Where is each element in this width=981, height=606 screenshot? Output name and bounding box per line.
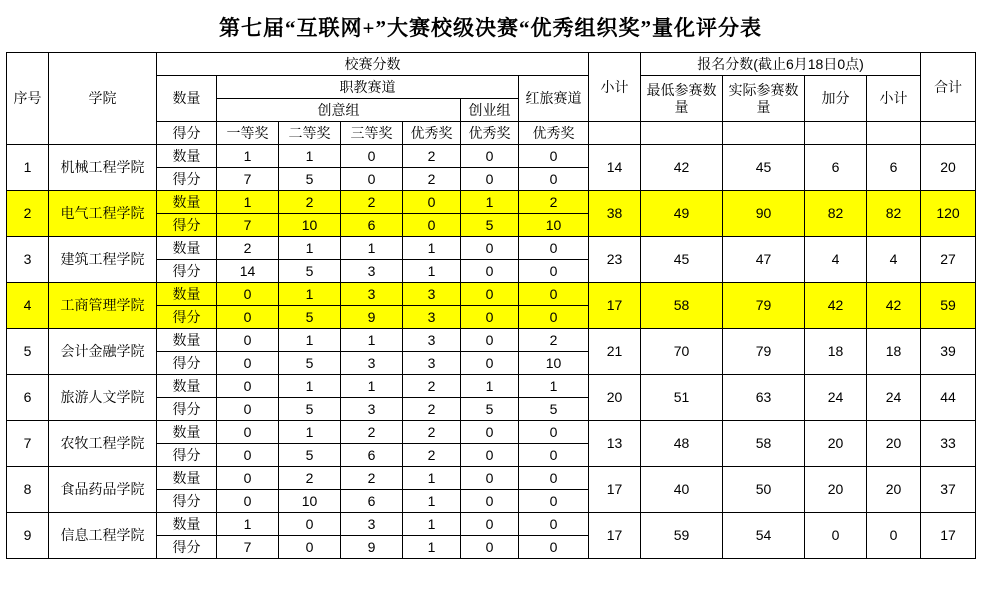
cell-actual-entry: 79 [723, 283, 805, 329]
row-score-label: 得分 [157, 168, 217, 191]
row-seq: 1 [7, 145, 49, 191]
cell-quantity: 0 [217, 467, 279, 490]
row-quantity-label: 数量 [157, 145, 217, 168]
cell-quantity: 1 [279, 283, 341, 306]
cell-subtotal-2: 18 [867, 329, 921, 375]
row-quantity-label: 数量 [157, 513, 217, 536]
cell-total: 37 [921, 467, 976, 513]
table-row [7, 283, 976, 306]
cell-min-entry: 70 [641, 329, 723, 375]
cell-quantity: 0 [279, 513, 341, 536]
cell-score: 1 [403, 536, 461, 559]
cell-quantity: 1 [279, 237, 341, 260]
cell-score: 3 [403, 306, 461, 329]
cell-score: 3 [403, 352, 461, 375]
row-quantity-label: 数量 [157, 467, 217, 490]
row-quantity-label: 数量 [157, 375, 217, 398]
header-signup-score: 报名分数(截止6月18日0点) [641, 53, 921, 76]
cell-score: 5 [461, 214, 519, 237]
cell-score: 0 [461, 306, 519, 329]
cell-quantity: 1 [341, 237, 403, 260]
cell-min-entry: 51 [641, 375, 723, 421]
cell-score: 5 [279, 306, 341, 329]
cell-actual-entry: 58 [723, 421, 805, 467]
cell-quantity: 2 [403, 145, 461, 168]
cell-score: 5 [279, 398, 341, 421]
cell-quantity: 0 [461, 329, 519, 352]
cell-quantity: 1 [279, 145, 341, 168]
cell-score: 0 [461, 444, 519, 467]
cell-bonus: 20 [805, 467, 867, 513]
cell-actual-entry: 63 [723, 375, 805, 421]
header-total: 合计 [921, 53, 976, 122]
table-row [7, 191, 976, 214]
row-college: 工商管理学院 [49, 283, 157, 329]
cell-min-entry: 40 [641, 467, 723, 513]
cell-quantity: 0 [461, 421, 519, 444]
header-subtotal-2-spacer [867, 122, 921, 145]
cell-quantity: 1 [403, 237, 461, 260]
cell-quantity: 0 [217, 375, 279, 398]
cell-actual-entry: 54 [723, 513, 805, 559]
cell-quantity: 1 [519, 375, 589, 398]
row-seq: 2 [7, 191, 49, 237]
header-creative-group: 创意组 [217, 99, 461, 122]
cell-bonus: 6 [805, 145, 867, 191]
row-college: 电气工程学院 [49, 191, 157, 237]
cell-subtotal-1: 17 [589, 513, 641, 559]
cell-score: 10 [279, 490, 341, 513]
header-quantity: 数量 [157, 76, 217, 122]
cell-subtotal-2: 20 [867, 467, 921, 513]
cell-quantity: 3 [341, 283, 403, 306]
cell-total: 120 [921, 191, 976, 237]
cell-score: 0 [461, 352, 519, 375]
cell-score: 0 [461, 536, 519, 559]
cell-subtotal-1: 14 [589, 145, 641, 191]
cell-quantity: 0 [519, 421, 589, 444]
row-seq: 4 [7, 283, 49, 329]
cell-quantity: 2 [403, 375, 461, 398]
cell-min-entry: 45 [641, 237, 723, 283]
cell-score: 3 [341, 398, 403, 421]
header-min-entry: 最低参赛数量 [641, 76, 723, 122]
cell-subtotal-2: 24 [867, 375, 921, 421]
cell-quantity: 0 [461, 513, 519, 536]
cell-quantity: 1 [279, 329, 341, 352]
cell-score: 5 [279, 444, 341, 467]
cell-score: 7 [217, 214, 279, 237]
cell-quantity: 1 [403, 467, 461, 490]
cell-quantity: 0 [519, 467, 589, 490]
row-quantity-label: 数量 [157, 421, 217, 444]
cell-subtotal-2: 4 [867, 237, 921, 283]
cell-score: 1 [403, 260, 461, 283]
cell-subtotal-1: 38 [589, 191, 641, 237]
cell-bonus: 42 [805, 283, 867, 329]
row-seq: 8 [7, 467, 49, 513]
row-score-label: 得分 [157, 260, 217, 283]
cell-total: 27 [921, 237, 976, 283]
cell-subtotal-1: 17 [589, 467, 641, 513]
cell-score: 2 [403, 398, 461, 421]
header-actual-entry: 实际参赛数量 [723, 76, 805, 122]
row-score-label: 得分 [157, 352, 217, 375]
header-subtotal-1-spacer [589, 122, 641, 145]
cell-quantity: 1 [403, 513, 461, 536]
cell-score: 6 [341, 490, 403, 513]
cell-quantity: 2 [519, 191, 589, 214]
header-vocational-track: 职教赛道 [217, 76, 519, 99]
cell-score: 0 [461, 168, 519, 191]
cell-bonus: 24 [805, 375, 867, 421]
cell-subtotal-2: 6 [867, 145, 921, 191]
cell-quantity: 0 [519, 513, 589, 536]
cell-score: 5 [279, 168, 341, 191]
row-quantity-label: 数量 [157, 191, 217, 214]
cell-bonus: 4 [805, 237, 867, 283]
cell-subtotal-1: 17 [589, 283, 641, 329]
cell-quantity: 1 [461, 375, 519, 398]
table-header [7, 53, 976, 145]
cell-score: 0 [519, 444, 589, 467]
cell-total: 33 [921, 421, 976, 467]
header-college: 学院 [49, 53, 157, 145]
cell-min-entry: 49 [641, 191, 723, 237]
cell-score: 0 [519, 490, 589, 513]
cell-score: 14 [217, 260, 279, 283]
header-actual-entry-spacer [723, 122, 805, 145]
cell-score: 0 [341, 168, 403, 191]
cell-subtotal-2: 20 [867, 421, 921, 467]
header-total-spacer [921, 122, 976, 145]
table-row [7, 375, 976, 398]
cell-quantity: 1 [279, 375, 341, 398]
cell-score: 0 [217, 490, 279, 513]
cell-quantity: 0 [461, 145, 519, 168]
header-prize-second: 二等奖 [279, 122, 341, 145]
cell-score: 7 [217, 168, 279, 191]
header-prize-first: 一等奖 [217, 122, 279, 145]
cell-subtotal-1: 13 [589, 421, 641, 467]
header-red-tour-track: 红旅赛道 [519, 76, 589, 122]
cell-score: 6 [341, 444, 403, 467]
row-college: 信息工程学院 [49, 513, 157, 559]
cell-score: 9 [341, 306, 403, 329]
cell-score: 0 [519, 536, 589, 559]
cell-score: 10 [279, 214, 341, 237]
row-quantity-label: 数量 [157, 237, 217, 260]
cell-subtotal-2: 0 [867, 513, 921, 559]
header-score-label: 得分 [157, 122, 217, 145]
table-row [7, 237, 976, 260]
cell-bonus: 82 [805, 191, 867, 237]
header-bonus-spacer [805, 122, 867, 145]
cell-bonus: 0 [805, 513, 867, 559]
cell-score: 3 [341, 260, 403, 283]
cell-score: 2 [403, 168, 461, 191]
cell-actual-entry: 47 [723, 237, 805, 283]
cell-quantity: 2 [403, 421, 461, 444]
cell-quantity: 0 [403, 191, 461, 214]
cell-quantity: 2 [341, 421, 403, 444]
cell-total: 20 [921, 145, 976, 191]
cell-quantity: 1 [461, 191, 519, 214]
header-subtotal-1: 小计 [589, 53, 641, 122]
cell-score: 0 [519, 306, 589, 329]
cell-quantity: 0 [461, 467, 519, 490]
score-table [6, 52, 976, 559]
cell-subtotal-1: 20 [589, 375, 641, 421]
cell-actual-entry: 45 [723, 145, 805, 191]
cell-quantity: 0 [217, 283, 279, 306]
row-seq: 6 [7, 375, 49, 421]
cell-score: 7 [217, 536, 279, 559]
row-seq: 7 [7, 421, 49, 467]
cell-score: 2 [403, 444, 461, 467]
cell-actual-entry: 90 [723, 191, 805, 237]
header-row-1 [7, 53, 976, 76]
cell-quantity: 2 [217, 237, 279, 260]
cell-total: 17 [921, 513, 976, 559]
cell-subtotal-2: 82 [867, 191, 921, 237]
cell-total: 44 [921, 375, 976, 421]
table-row [7, 329, 976, 352]
cell-score: 10 [519, 352, 589, 375]
cell-quantity: 3 [341, 513, 403, 536]
row-college: 食品药品学院 [49, 467, 157, 513]
cell-actual-entry: 79 [723, 329, 805, 375]
row-score-label: 得分 [157, 306, 217, 329]
cell-quantity: 2 [519, 329, 589, 352]
cell-quantity: 2 [279, 467, 341, 490]
header-prize-excellent-creative: 优秀奖 [403, 122, 461, 145]
cell-min-entry: 48 [641, 421, 723, 467]
row-college: 会计金融学院 [49, 329, 157, 375]
table-row [7, 421, 976, 444]
cell-quantity: 2 [341, 467, 403, 490]
header-prize-excellent-redtour: 优秀奖 [519, 122, 589, 145]
cell-score: 0 [519, 260, 589, 283]
cell-score: 6 [341, 214, 403, 237]
header-school-score: 校赛分数 [157, 53, 589, 76]
cell-score: 1 [403, 490, 461, 513]
header-min-entry-spacer [641, 122, 723, 145]
cell-quantity: 0 [341, 145, 403, 168]
row-college: 农牧工程学院 [49, 421, 157, 467]
cell-score: 0 [461, 260, 519, 283]
cell-score: 0 [217, 444, 279, 467]
row-score-label: 得分 [157, 536, 217, 559]
header-subtotal-2: 小计 [867, 76, 921, 122]
header-startup-group: 创业组 [461, 99, 519, 122]
cell-bonus: 20 [805, 421, 867, 467]
row-college: 旅游人文学院 [49, 375, 157, 421]
cell-score: 3 [341, 352, 403, 375]
cell-score: 0 [217, 398, 279, 421]
cell-bonus: 18 [805, 329, 867, 375]
row-seq: 3 [7, 237, 49, 283]
cell-quantity: 1 [217, 513, 279, 536]
cell-min-entry: 42 [641, 145, 723, 191]
cell-subtotal-1: 23 [589, 237, 641, 283]
cell-score: 5 [461, 398, 519, 421]
row-seq: 5 [7, 329, 49, 375]
cell-score: 5 [519, 398, 589, 421]
row-quantity-label: 数量 [157, 329, 217, 352]
page-title: 第七届“互联网+”大赛校级决赛“优秀组织奖”量化评分表 [219, 16, 762, 40]
table-row [7, 467, 976, 490]
row-score-label: 得分 [157, 444, 217, 467]
cell-score: 0 [279, 536, 341, 559]
cell-total: 39 [921, 329, 976, 375]
row-score-label: 得分 [157, 490, 217, 513]
cell-score: 0 [217, 352, 279, 375]
row-score-label: 得分 [157, 398, 217, 421]
cell-quantity: 3 [403, 329, 461, 352]
cell-quantity: 0 [519, 145, 589, 168]
table-row [7, 513, 976, 536]
cell-min-entry: 58 [641, 283, 723, 329]
cell-quantity: 0 [461, 237, 519, 260]
row-college: 机械工程学院 [49, 145, 157, 191]
cell-quantity: 2 [279, 191, 341, 214]
header-bonus: 加分 [805, 76, 867, 122]
row-score-label: 得分 [157, 214, 217, 237]
header-prize-excellent-startup: 优秀奖 [461, 122, 519, 145]
cell-score: 9 [341, 536, 403, 559]
cell-quantity: 0 [217, 421, 279, 444]
cell-subtotal-2: 42 [867, 283, 921, 329]
cell-score: 0 [403, 214, 461, 237]
cell-score: 0 [461, 490, 519, 513]
cell-total: 59 [921, 283, 976, 329]
cell-quantity: 0 [217, 329, 279, 352]
cell-subtotal-1: 21 [589, 329, 641, 375]
cell-quantity: 1 [341, 375, 403, 398]
row-college: 建筑工程学院 [49, 237, 157, 283]
cell-quantity: 1 [341, 329, 403, 352]
cell-score: 10 [519, 214, 589, 237]
cell-score: 0 [217, 306, 279, 329]
table-row [7, 145, 976, 168]
cell-quantity: 1 [279, 421, 341, 444]
table-body [7, 145, 976, 559]
cell-quantity: 2 [341, 191, 403, 214]
cell-actual-entry: 50 [723, 467, 805, 513]
header-seq: 序号 [7, 53, 49, 145]
cell-quantity: 0 [461, 283, 519, 306]
cell-quantity: 1 [217, 145, 279, 168]
cell-quantity: 1 [217, 191, 279, 214]
cell-score: 5 [279, 352, 341, 375]
cell-score: 0 [519, 168, 589, 191]
cell-quantity: 0 [519, 237, 589, 260]
header-prize-third: 三等奖 [341, 122, 403, 145]
row-seq: 9 [7, 513, 49, 559]
cell-quantity: 0 [519, 283, 589, 306]
row-quantity-label: 数量 [157, 283, 217, 306]
cell-quantity: 3 [403, 283, 461, 306]
cell-min-entry: 59 [641, 513, 723, 559]
cell-score: 5 [279, 260, 341, 283]
